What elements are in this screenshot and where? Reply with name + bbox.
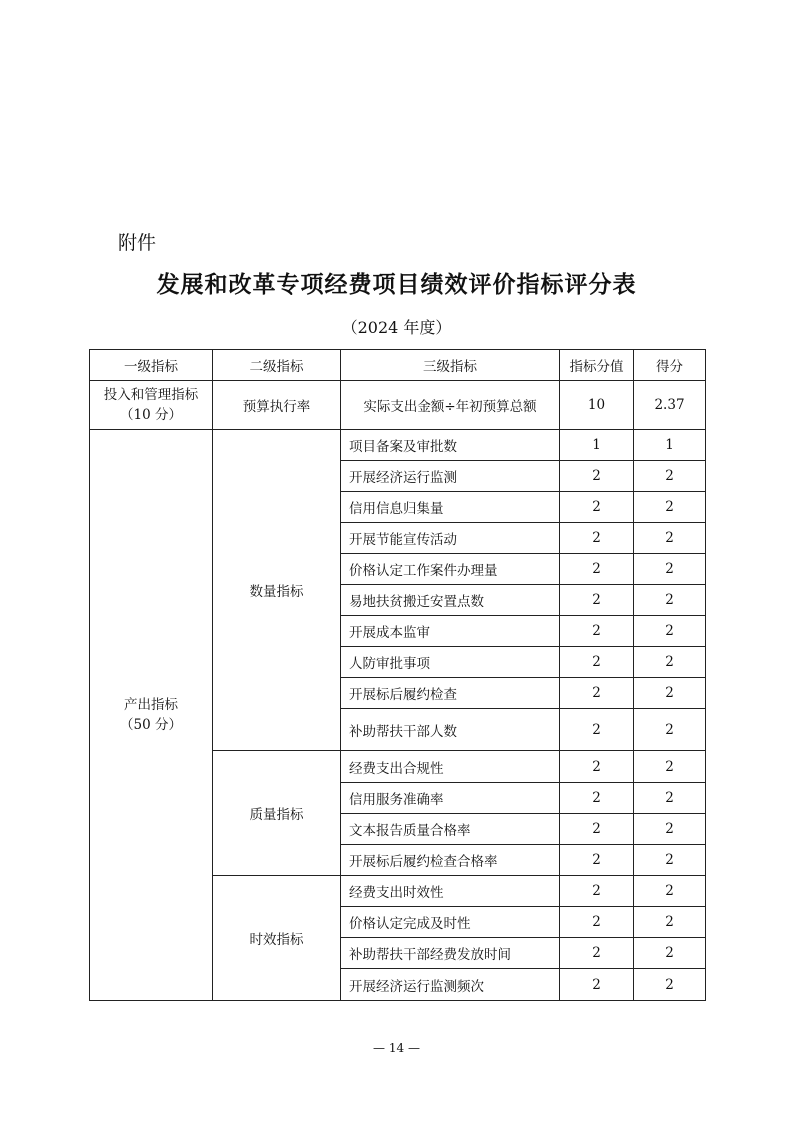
score-table xyxy=(89,349,706,1001)
score-cell: 2 xyxy=(634,709,706,751)
level3-cell: 开展节能宣传活动 xyxy=(341,523,560,554)
input-value-cell: 10 xyxy=(560,381,634,430)
value-cell: 2 xyxy=(560,554,634,585)
output-level1-cell xyxy=(90,430,213,1001)
input-level2-cell: 预算执行率 xyxy=(213,381,341,430)
score-cell: 2 xyxy=(634,647,706,678)
level3-cell: 人防审批事项 xyxy=(341,647,560,678)
level3-cell: 经费支出合规性 xyxy=(341,751,560,783)
score-cell: 2 xyxy=(634,907,706,938)
score-cell: 2 xyxy=(634,523,706,554)
table-row xyxy=(90,430,706,461)
value-cell: 2 xyxy=(560,938,634,969)
value-cell: 2 xyxy=(560,616,634,647)
level3-cell: 开展标后履约检查合格率 xyxy=(341,845,560,876)
value-cell: 2 xyxy=(560,751,634,783)
page-title: 发展和改革专项经费项目绩效评价指标评分表 xyxy=(156,272,637,298)
input-level1-score: （10 分） xyxy=(120,407,182,423)
level3-cell: 信用服务准确率 xyxy=(341,783,560,814)
score-cell: 2 xyxy=(634,969,706,1001)
year-subtitle: （2024 年度） xyxy=(341,318,452,337)
value-cell: 2 xyxy=(560,647,634,678)
value-cell: 2 xyxy=(560,907,634,938)
value-cell: 2 xyxy=(560,492,634,523)
level3-cell: 开展经济运行监测频次 xyxy=(341,969,560,1001)
level3-cell: 补助帮扶干部经费发放时间 xyxy=(341,938,560,969)
value-cell: 2 xyxy=(560,585,634,616)
value-cell: 2 xyxy=(560,709,634,751)
value-cell: 1 xyxy=(560,430,634,461)
value-cell: 2 xyxy=(560,876,634,907)
input-level1-cell xyxy=(90,381,213,430)
level3-cell: 经费支出时效性 xyxy=(341,876,560,907)
score-cell: 2 xyxy=(634,616,706,647)
value-cell: 2 xyxy=(560,783,634,814)
score-cell: 2 xyxy=(634,751,706,783)
level3-cell: 信用信息归集量 xyxy=(341,492,560,523)
level3-cell: 价格认定工作案件办理量 xyxy=(341,554,560,585)
level3-cell: 补助帮扶干部人数 xyxy=(341,709,560,751)
output-level1-name: 产出指标 xyxy=(124,697,178,713)
header-level1: 一级指标 xyxy=(90,350,213,381)
table-row xyxy=(90,381,706,430)
input-level3-cell: 实际支出金额÷年初预算总额 xyxy=(341,381,560,430)
input-level1-name: 投入和管理指标 xyxy=(103,387,199,403)
value-cell: 2 xyxy=(560,678,634,709)
value-cell: 2 xyxy=(560,523,634,554)
input-score-cell: 2.37 xyxy=(634,381,706,430)
level3-cell: 价格认定完成及时性 xyxy=(341,907,560,938)
level3-cell: 开展经济运行监测 xyxy=(341,461,560,492)
quality-level2-cell: 质量指标 xyxy=(213,751,341,876)
header-level3: 三级指标 xyxy=(341,350,560,381)
quantity-level2-cell: 数量指标 xyxy=(213,430,341,751)
value-cell: 2 xyxy=(560,969,634,1001)
level3-cell: 项目备案及审批数 xyxy=(341,430,560,461)
score-cell: 2 xyxy=(634,461,706,492)
score-cell: 1 xyxy=(634,430,706,461)
score-cell: 2 xyxy=(634,876,706,907)
score-cell: 2 xyxy=(634,492,706,523)
table-header-row xyxy=(90,350,706,381)
score-cell: 2 xyxy=(634,845,706,876)
value-cell: 2 xyxy=(560,814,634,845)
output-level1-score: （50 分） xyxy=(120,717,182,733)
header-score: 得分 xyxy=(634,350,706,381)
header-level2: 二级指标 xyxy=(213,350,341,381)
attachment-label: 附件 xyxy=(118,232,157,254)
value-cell: 2 xyxy=(560,845,634,876)
header-value: 指标分值 xyxy=(560,350,634,381)
score-cell: 2 xyxy=(634,814,706,845)
level3-cell: 易地扶贫搬迁安置点数 xyxy=(341,585,560,616)
level3-cell: 开展标后履约检查 xyxy=(341,678,560,709)
score-cell: 2 xyxy=(634,678,706,709)
page-number: — 14 — xyxy=(373,1041,420,1055)
level3-cell: 文本报告质量合格率 xyxy=(341,814,560,845)
score-cell: 2 xyxy=(634,938,706,969)
level3-cell: 开展成本监审 xyxy=(341,616,560,647)
score-cell: 2 xyxy=(634,554,706,585)
score-cell: 2 xyxy=(634,585,706,616)
score-cell: 2 xyxy=(634,783,706,814)
timeliness-level2-cell: 时效指标 xyxy=(213,876,341,1001)
value-cell: 2 xyxy=(560,461,634,492)
